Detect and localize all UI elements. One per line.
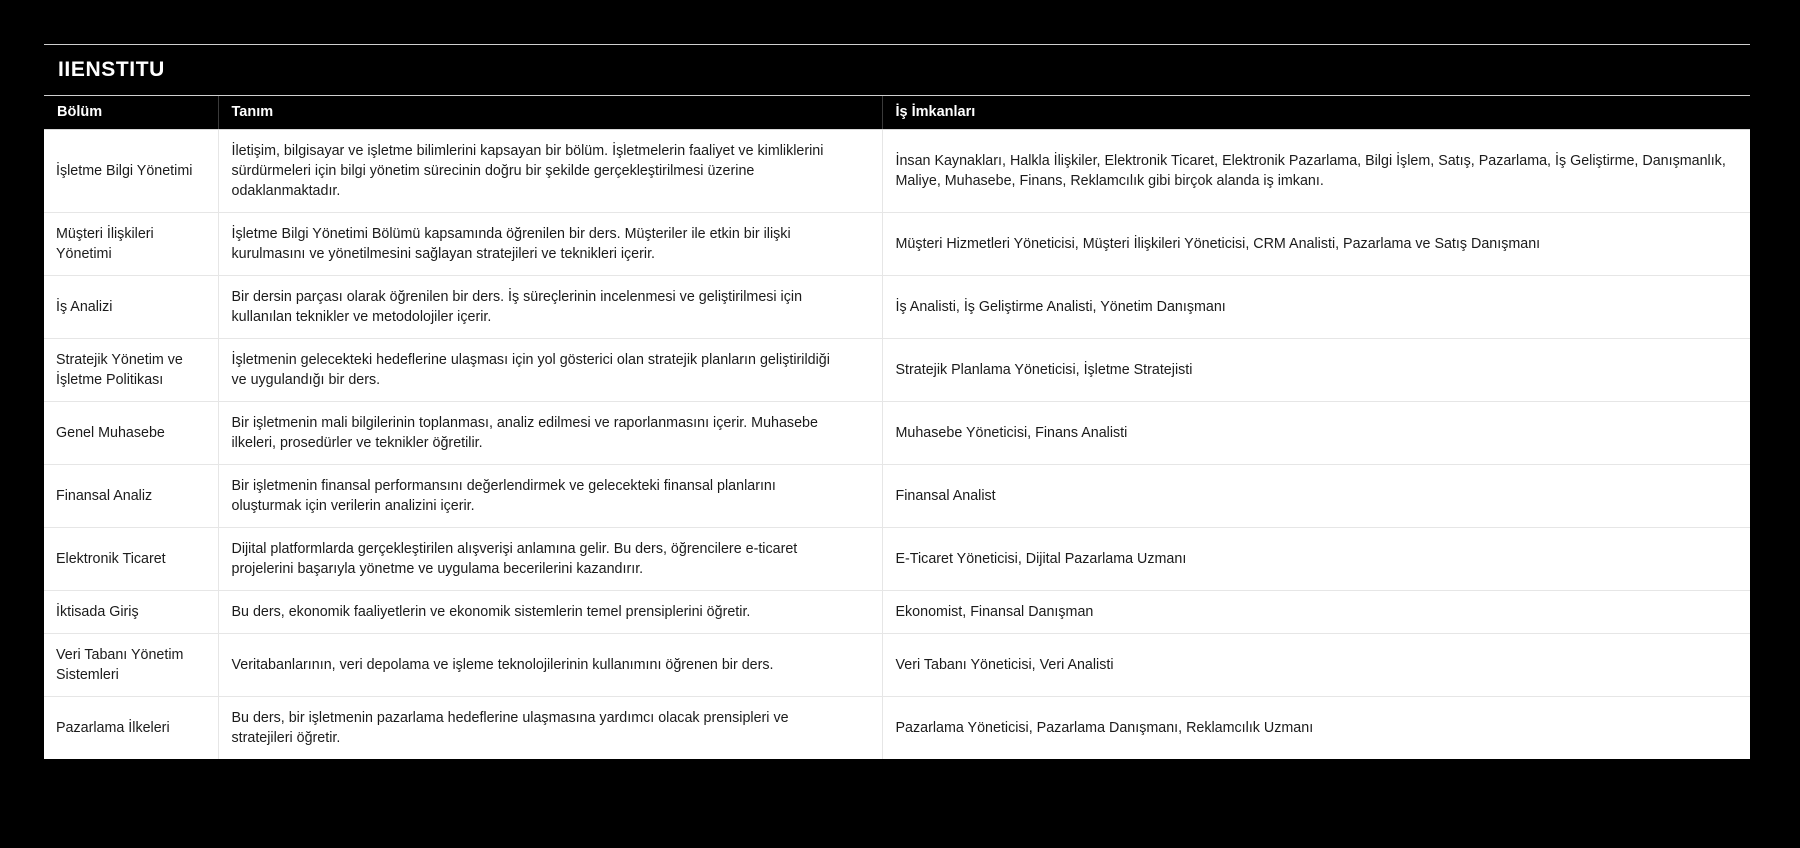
cell-is-imkanlari: İnsan Kaynakları, Halkla İlişkiler, Elektronik Ticaret, Elektronik Pazarlama, Bilgi İşlem, Satış, Pazarlama, İş Geliştirme, Danışmanlık, Maliye, Muhasebe, Finans, Reklamcılık gibi birçok alanda iş imkanı. xyxy=(882,129,1750,212)
cell-is-imkanlari: Ekonomist, Finansal Danışman xyxy=(882,590,1750,633)
cell-bolum: İktisada Giriş xyxy=(44,590,218,633)
cell-tanim: Dijital platformlarda gerçekleştirilen alışverişi anlamına gelir. Bu ders, öğrencilere e-ticaret projelerini başarıyla yönetme ve uygulama becerilerini kazandırır. xyxy=(218,527,882,590)
cell-bolum: Pazarlama İlkeleri xyxy=(44,696,218,759)
table-row xyxy=(44,212,1750,275)
cell-is-imkanlari: Pazarlama Yöneticisi, Pazarlama Danışmanı, Reklamcılık Uzmanı xyxy=(882,696,1750,759)
cell-bolum: Stratejik Yönetim ve İşletme Politikası xyxy=(44,338,218,401)
cell-tanim: Bu ders, bir işletmenin pazarlama hedeflerine ulaşmasına yardımcı olacak prensipleri ve stratejileri öğretir. xyxy=(218,696,882,759)
cell-tanim: Bir dersin parçası olarak öğrenilen bir ders. İş süreçlerinin incelenmesi ve geliştirilmesi için kullanılan teknikler ve metodolojiler içerir. xyxy=(218,275,882,338)
cell-is-imkanlari: Stratejik Planlama Yöneticisi, İşletme Stratejisti xyxy=(882,338,1750,401)
table-row xyxy=(44,633,1750,696)
table-header xyxy=(44,96,1750,129)
table-row xyxy=(44,275,1750,338)
column-header-tanim: Tanım xyxy=(218,96,882,129)
cell-is-imkanlari: Muhasebe Yöneticisi, Finans Analisti xyxy=(882,401,1750,464)
cell-bolum: İşletme Bilgi Yönetimi xyxy=(44,129,218,212)
table-row xyxy=(44,401,1750,464)
cell-is-imkanlari: Finansal Analist xyxy=(882,464,1750,527)
table-body xyxy=(44,129,1750,759)
brand-header xyxy=(44,45,1750,96)
cell-tanim: İletişim, bilgisayar ve işletme bilimlerini kapsayan bir bölüm. İşletmelerin faaliyet ve kimliklerini sürdürmeleri için bilgi yönetim sürecinin doğru bir şekilde gerçekleştirilmesi üzerine odaklanmaktadır. xyxy=(218,129,882,212)
table-row xyxy=(44,696,1750,759)
cell-bolum: Müşteri İlişkileri Yönetimi xyxy=(44,212,218,275)
cell-tanim: Veritabanlarının, veri depolama ve işleme teknolojilerinin kullanımını öğrenen bir ders. xyxy=(218,633,882,696)
table-row xyxy=(44,527,1750,590)
cell-bolum: İş Analizi xyxy=(44,275,218,338)
cell-is-imkanlari: İş Analisti, İş Geliştirme Analisti, Yönetim Danışmanı xyxy=(882,275,1750,338)
cell-tanim: Bir işletmenin mali bilgilerinin toplanması, analiz edilmesi ve raporlanmasını içerir. Muhasebe ilkeleri, prosedürler ve teknikler öğretilir. xyxy=(218,401,882,464)
table-row xyxy=(44,464,1750,527)
cell-bolum: Genel Muhasebe xyxy=(44,401,218,464)
cell-tanim: İşletmenin gelecekteki hedeflerine ulaşması için yol gösterici olan stratejik planların geliştirildiği ve uygulandığı bir ders. xyxy=(218,338,882,401)
cell-tanim: Bu ders, ekonomik faaliyetlerin ve ekonomik sistemlerin temel prensiplerini öğretir. xyxy=(218,590,882,633)
cell-bolum: Finansal Analiz xyxy=(44,464,218,527)
department-table-container xyxy=(44,44,1750,759)
cell-is-imkanlari: E-Ticaret Yöneticisi, Dijital Pazarlama Uzmanı xyxy=(882,527,1750,590)
column-header-bolum: Bölüm xyxy=(44,96,218,129)
table-row xyxy=(44,338,1750,401)
column-header-is-imkanlari: İş İmkanları xyxy=(882,96,1750,129)
table-row xyxy=(44,590,1750,633)
department-table xyxy=(44,96,1750,759)
cell-bolum: Veri Tabanı Yönetim Sistemleri xyxy=(44,633,218,696)
cell-is-imkanlari: Müşteri Hizmetleri Yöneticisi, Müşteri İlişkileri Yöneticisi, CRM Analisti, Pazarlama ve Satış Danışmanı xyxy=(882,212,1750,275)
cell-tanim: İşletme Bilgi Yönetimi Bölümü kapsamında öğrenilen bir ders. Müşteriler ile etkin bir ilişki kurulmasını ve yönetilmesini sağlayan stratejileri ve teknikleri içerir. xyxy=(218,212,882,275)
table-header-row xyxy=(44,96,1750,129)
cell-tanim: Bir işletmenin finansal performansını değerlendirmek ve gelecekteki finansal planlarını oluşturmak için verilerin analizini içerir. xyxy=(218,464,882,527)
cell-is-imkanlari: Veri Tabanı Yöneticisi, Veri Analisti xyxy=(882,633,1750,696)
brand-title: IIENSTITU xyxy=(58,58,165,81)
table-row xyxy=(44,129,1750,212)
cell-bolum: Elektronik Ticaret xyxy=(44,527,218,590)
